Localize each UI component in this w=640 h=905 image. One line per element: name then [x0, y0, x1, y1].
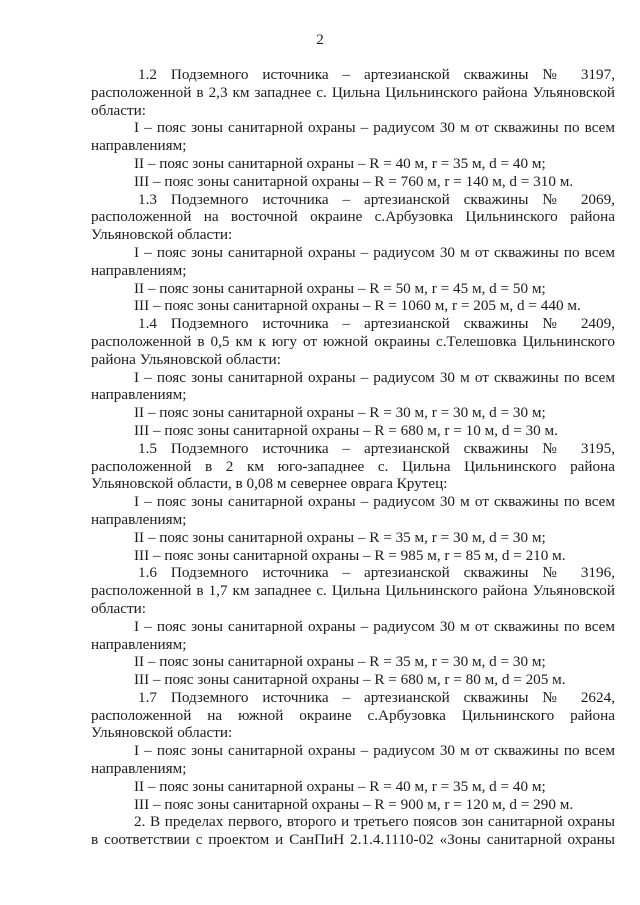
section-location-line: расположенной на восточной окраине с.Арбузовка Цильнинского района — [91, 208, 615, 226]
zone2-line: II – пояс зоны санитарной охраны – R = 35 м, r = 30 м, d = 30 м; — [134, 653, 546, 671]
section-location-line: расположенной в 0,5 км к югу от южной окраины с.Телешовка Цильнинского — [91, 332, 615, 350]
document-body — [91, 66, 615, 849]
page-number: 2 — [316, 31, 324, 48]
zone1-line: I – пояс зоны санитарной охраны – радиусом 30 м от скважины по всем — [134, 119, 615, 137]
section-location-line: района Ульяновской области: — [91, 350, 281, 368]
section-heading: 1.2 Подземного источника – артезианской скважины № 3197, — [138, 66, 615, 83]
zone1-line: направлениям; — [91, 386, 187, 404]
section-location-line: расположенной в 1,7 км западнее с. Цильна Цильнинского района Ульяновской — [91, 582, 615, 600]
zone2-line: II – пояс зоны санитарной охраны – R = 40 м, r = 35 м, d = 40 м; — [134, 154, 546, 172]
zone3-line: III – пояс зоны санитарной охраны – R = 1060 м, r = 205 м, d = 440 м. — [134, 297, 581, 315]
section-location-line: области: — [91, 599, 146, 617]
zone3-line: III – пояс зоны санитарной охраны – R = 900 м, r = 120 м, d = 290 м. — [134, 795, 574, 813]
section-heading: 1.3 Подземного источника – артезианской скважины № 2069, — [138, 190, 615, 208]
zone2-line: II – пояс зоны санитарной охраны – R = 50 м, r = 45 м, d = 50 м; — [134, 279, 546, 297]
zone1-line: I – пояс зоны санитарной охраны – радиусом 30 м от скважины по всем — [134, 742, 615, 760]
zone1-line: направлениям; — [91, 137, 187, 155]
final-paragraph-line: 2. В пределах первого, второго и третьего поясов зон санитарной охраны — [134, 813, 615, 831]
section-location-line: расположенной в 2,3 км западнее с. Цильна Цильнинского района Ульяновской — [91, 83, 615, 101]
section-heading: 1.4 Подземного источника – артезианской скважины № 2409, — [138, 315, 615, 333]
section-location-line: Ульяновской области: — [91, 724, 233, 742]
zone1-line: направлениям; — [91, 635, 187, 653]
section-location-line: расположенной в 2 км юго-западнее с. Цильна Цильнинского района — [91, 457, 615, 475]
zone3-line: III – пояс зоны санитарной охраны – R = 680 м, r = 80 м, d = 205 м. — [134, 671, 566, 689]
zone3-line: III – пояс зоны санитарной охраны – R = 985 м, r = 85 м, d = 210 м. — [134, 546, 566, 564]
section-location-line: Ульяновской области, в 0,08 м севернее оврага Крутец: — [91, 475, 448, 493]
zone1-line: направлениям; — [91, 760, 187, 778]
zone2-line: II – пояс зоны санитарной охраны – R = 35 м, r = 30 м, d = 30 м; — [134, 528, 546, 546]
section-location-line: области: — [91, 101, 146, 119]
zone2-line: II – пояс зоны санитарной охраны – R = 40 м, r = 35 м, d = 40 м; — [134, 777, 546, 795]
section-heading: 1.7 Подземного источника – артезианской скважины № 2624, — [138, 688, 615, 706]
zone2-line: II – пояс зоны санитарной охраны – R = 30 м, r = 30 м, d = 30 м; — [134, 404, 546, 422]
zone1-line: I – пояс зоны санитарной охраны – радиусом 30 м от скважины по всем — [134, 617, 615, 635]
zone1-line: I – пояс зоны санитарной охраны – радиусом 30 м от скважины по всем — [134, 243, 615, 261]
zone1-line: I – пояс зоны санитарной охраны – радиусом 30 м от скважины по всем — [134, 493, 615, 511]
zone3-line: III – пояс зоны санитарной охраны – R = 760 м, r = 140 м, d = 310 м. — [134, 172, 574, 190]
section-heading: 1.6 Подземного источника – артезианской скважины № 3196, — [138, 564, 615, 582]
zone1-line: направлениям; — [91, 261, 187, 279]
zone3-line: III – пояс зоны санитарной охраны – R = 680 м, r = 10 м, d = 30 м. — [134, 421, 558, 439]
zone1-line: I – пояс зоны санитарной охраны – радиусом 30 м от скважины по всем — [134, 368, 615, 386]
zone1-line: направлениям; — [91, 510, 187, 528]
section-heading: 1.5 Подземного источника – артезианской скважины № 3195, — [138, 439, 615, 457]
final-paragraph-line: в соответствии с проектом и СанПиН 2.1.4.1110-02 «Зоны санитарной охраны — [91, 831, 615, 849]
section-location-line: Ульяновской области: — [91, 226, 233, 244]
section-location-line: расположенной на южной окраине с.Арбузовка Цильнинского района — [91, 706, 615, 724]
